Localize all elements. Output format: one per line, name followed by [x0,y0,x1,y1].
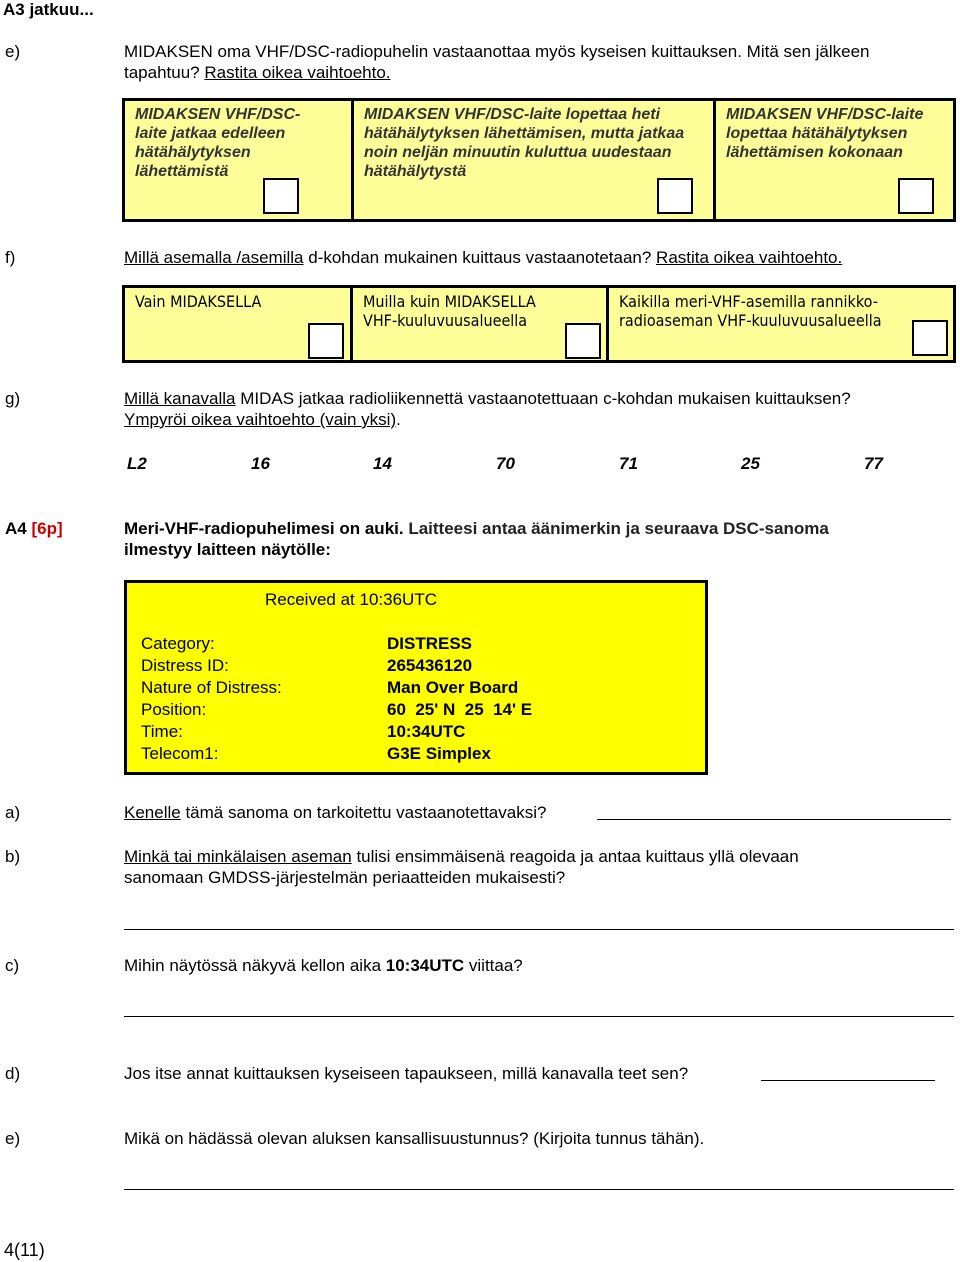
question-d-text: Jos itse annat kuittauksen kyseiseen tapaukseen, millä kanavalla teet sen? [124,1064,689,1083]
answer-line-e2[interactable] [124,1189,954,1190]
channel-option-14[interactable]: 14 [373,454,392,473]
dsc-key-position: Position: [141,700,207,719]
option-e-2-checkbox[interactable] [657,178,693,214]
question-d-label: d) [5,1064,21,1083]
question-b-text-b: tulisi ensimmäisenä reagoida ja antaa kuittaus yllä olevaan [351,847,799,866]
option-f-2-checkbox[interactable] [565,323,601,359]
question-b-text-line2: sanomaan GMDSS-järjestelmän periaatteiden mukaisesti? [124,868,566,887]
question-e-label: e) [5,42,21,61]
dsc-received: Received at 10:36UTC [265,590,437,609]
option-e-2-text: MIDAKSEN VHF/DSC-laite lopettaa heti hätähälytyksen lähettämisen, mutta jatkaa noin neljän minuutin kuluttua uudestaan hätähälytystä [364,106,685,180]
answer-line-c[interactable] [124,1016,954,1017]
question-c-text-a: Mihin näytössä näkyvä kellon aika [124,956,386,975]
dsc-key-distress-id: Distress ID: [141,656,229,675]
option-f-1 [122,285,353,363]
channel-option-71[interactable]: 71 [619,454,638,473]
question-e-text-line1: MIDAKSEN oma VHF/DSC-radiopuhelin vastaanottaa myös kyseisen kuittauksen. Mitä sen jälkeen [124,42,870,61]
a4-text-b: Laitteesi antaa äänimerkin ja seuraava DSC-sanoma [403,519,829,538]
option-f-2-text: Muilla kuin MIDAKSELLA VHF-kuuluvuusalueella [363,292,536,330]
question-g-text-b: MIDAS jatkaa radioliikennettä vastaanotettuaan c-kohdan mukaisen kuittauksen? [235,389,851,408]
question-f-text [124,248,842,268]
question-f-text-b: d-kohdan mukainen kuittaus vastaanotetaan? [303,248,657,267]
question-g-instruction: Ympyröi oikea vaihtoehto (vain yksi) [124,410,397,429]
question-e-text-a: tapahtuu? [124,63,205,82]
question-c-time: 10:34UTC [385,956,465,975]
dsc-key-time: Time: [141,722,183,741]
question-c-text [124,956,523,976]
option-e-3 [713,98,956,222]
channel-option-25[interactable]: 25 [741,454,760,473]
question-a-label: a) [5,803,21,822]
channel-option-l2[interactable]: L2 [127,454,147,473]
question-c-text-c: viittaa? [464,956,523,975]
dsc-value-category: DISTRESS [387,634,473,653]
option-f-1-checkbox[interactable] [308,323,344,359]
option-f-2 [350,285,609,363]
a4-number: A4 [5,519,27,538]
dsc-value-time: 10:34UTC [387,722,466,741]
option-e-1-checkbox[interactable] [263,178,299,214]
question-b-text-a: Minkä tai minkälaisen aseman [124,847,352,866]
option-e-1-text: MIDAKSEN VHF/DSC-laite jatkaa edelleen hätähälytyksen lähettämistä [135,106,301,180]
a4-label [5,519,63,539]
question-a-text [124,803,546,823]
question-e2-label: e) [5,1129,21,1148]
dsc-key-nature: Nature of Distress: [141,678,282,697]
question-f-text-a: Millä asemalla /asemilla [124,248,304,267]
page-number: 4(11) [4,1240,45,1260]
dsc-value-position: 60 25' N 25 14' E [387,700,533,719]
option-e-1 [122,98,354,222]
answer-line-b[interactable] [124,929,954,930]
question-g-text-line2 [124,410,401,430]
option-e-3-checkbox[interactable] [898,178,934,214]
option-f-1-text: Vain MIDAKSELLA [135,292,262,311]
question-b-text-line1 [124,847,799,867]
dsc-value-nature: Man Over Board [387,678,519,697]
question-e-instruction: Rastita oikea vaihtoehto. [204,63,391,82]
dsc-message-display [124,580,708,775]
option-f-3 [606,285,956,363]
channel-option-77[interactable]: 77 [864,454,883,473]
question-e2-text: Mikä on hädässä olevan aluksen kansallisuustunnus? (Kirjoita tunnus tähän). [124,1129,705,1148]
question-g-text-line1 [124,389,851,409]
question-a-text-b: tämä sanoma on tarkoitettu vastaanotettavaksi? [180,803,547,822]
question-a-text-a: Kenelle [124,803,181,822]
channel-option-16[interactable]: 16 [251,454,270,473]
a4-text-line2: ilmestyy laitteen näytölle: [124,540,331,559]
dsc-key-category: Category: [141,634,215,653]
question-g-text-d: . [396,410,401,429]
dsc-key-telecom: Telecom1: [141,744,219,763]
answer-line-d[interactable] [761,1080,935,1081]
dsc-value-telecom: G3E Simplex [387,744,491,763]
option-e-2 [351,98,717,222]
question-f-label: f) [5,248,16,267]
option-f-3-text: Kaikilla meri-VHF-asemilla rannikko-radioaseman VHF-kuuluvuusalueella [619,292,882,330]
a4-points: [6p] [31,519,63,538]
question-f-instruction: Rastita oikea vaihtoehto. [656,248,843,267]
page-header: A3 jatkuu... [3,0,94,19]
a4-text-a: Meri-VHF-radiopuhelimesi on auki. [124,519,404,538]
question-c-label: c) [5,956,20,975]
option-e-3-text: MIDAKSEN VHF/DSC-laite lopettaa hätähälytyksen lähettämisen kokonaan [726,106,924,161]
question-b-label: b) [5,847,21,866]
question-g-text-a: Millä kanavalla [124,389,236,408]
channel-option-70[interactable]: 70 [496,454,515,473]
dsc-value-distress-id: 265436120 [387,656,473,675]
answer-line-a[interactable] [597,819,951,820]
option-f-3-checkbox[interactable] [912,320,948,356]
a4-text-line1 [124,519,829,539]
question-e-text-line2 [124,63,391,83]
question-g-label: g) [5,389,21,408]
